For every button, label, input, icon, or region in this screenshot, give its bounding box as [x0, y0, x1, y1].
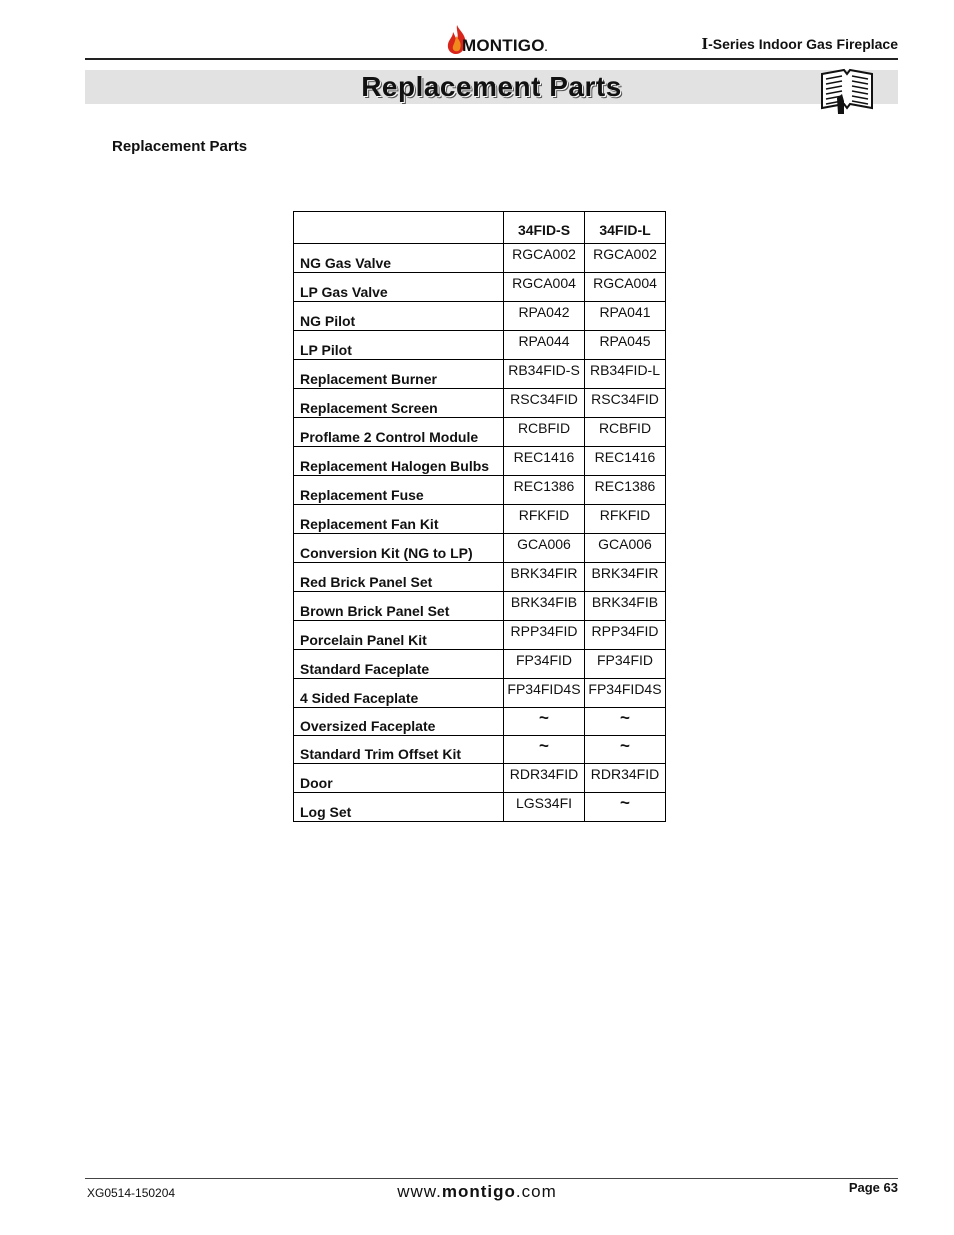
part-name: Replacement Screen — [294, 389, 504, 418]
part-name: Door — [294, 764, 504, 793]
part-name: Red Brick Panel Set — [294, 563, 504, 592]
part-name: Conversion Kit (NG to LP) — [294, 534, 504, 563]
part-name: Replacement Halogen Bulbs — [294, 447, 504, 476]
page-header — [85, 20, 898, 60]
table-row — [294, 476, 666, 505]
series-text: -Series Indoor Gas Fireplace — [708, 36, 898, 52]
part-number-34fid-l: RGCA002 — [585, 244, 666, 273]
table-row — [294, 793, 666, 822]
table-row — [294, 679, 666, 708]
section-title: Replacement Parts — [112, 138, 248, 155]
page-number: Page 63 — [848, 1180, 898, 1195]
open-book-icon — [820, 68, 874, 116]
brand-name: MONTIGO. — [462, 36, 548, 55]
part-name: Replacement Burner — [294, 360, 504, 389]
table-row — [294, 708, 666, 736]
part-number-34fid-l: RGCA004 — [585, 273, 666, 302]
part-number-34fid-s: RCBFID — [504, 418, 585, 447]
part-number-34fid-s: RFKFID — [504, 505, 585, 534]
website-suffix: .com — [515, 1182, 557, 1201]
part-number-34fid-s: REC1416 — [504, 447, 585, 476]
part-number-34fid-l: BRK34FIB — [585, 592, 666, 621]
table-row — [294, 563, 666, 592]
part-number-34fid-l: RCBFID — [585, 418, 666, 447]
part-number-34fid-s: RPA044 — [504, 331, 585, 360]
part-name: NG Pilot — [294, 302, 504, 331]
table-row — [294, 389, 666, 418]
footer-divider — [85, 1178, 898, 1179]
part-number-34fid-s: RB34FID-S — [504, 360, 585, 389]
part-number-34fid-s: BRK34FIR — [504, 563, 585, 592]
part-number-34fid-l: REC1386 — [585, 476, 666, 505]
website-link[interactable] — [0, 1182, 954, 1202]
part-name: Oversized Faceplate — [294, 708, 504, 736]
document-code: XG0514-150204 — [87, 1186, 176, 1200]
part-number-34fid-l: RSC34FID — [585, 389, 666, 418]
table-header-row — [294, 212, 666, 244]
part-number-34fid-s: RGCA004 — [504, 273, 585, 302]
part-name: LP Gas Valve — [294, 273, 504, 302]
part-number-34fid-l: BRK34FIR — [585, 563, 666, 592]
part-number-34fid-l: FP34FID — [585, 650, 666, 679]
replacement-parts-table — [293, 211, 666, 822]
website-brand: montigo — [441, 1182, 516, 1201]
header-blank-cell — [294, 212, 504, 244]
part-number-34fid-s: FP34FID — [504, 650, 585, 679]
part-name: NG Gas Valve — [294, 244, 504, 273]
part-name: Brown Brick Panel Set — [294, 592, 504, 621]
part-number-34fid-l: RB34FID-L — [585, 360, 666, 389]
title-banner — [85, 70, 898, 104]
table-row — [294, 302, 666, 331]
website-prefix: www. — [397, 1182, 442, 1201]
part-number-34fid-s: FP34FID4S — [504, 679, 585, 708]
table-row — [294, 244, 666, 273]
table-row — [294, 592, 666, 621]
column-header-34fid-l: 34FID-L — [585, 212, 666, 244]
part-name: LP Pilot — [294, 331, 504, 360]
part-number-34fid-l: FP34FID4S — [585, 679, 666, 708]
part-name: Standard Faceplate — [294, 650, 504, 679]
table-row — [294, 331, 666, 360]
part-number-34fid-l: ~ — [585, 793, 666, 822]
part-name: Standard Trim Offset Kit — [294, 736, 504, 764]
table-row — [294, 764, 666, 793]
part-number-34fid-l: GCA006 — [585, 534, 666, 563]
part-number-34fid-s: BRK34FIB — [504, 592, 585, 621]
table-row — [294, 534, 666, 563]
part-number-34fid-s: ~ — [504, 736, 585, 764]
part-number-34fid-s: RGCA002 — [504, 244, 585, 273]
part-name: Proflame 2 Control Module — [294, 418, 504, 447]
part-number-34fid-s: RDR34FID — [504, 764, 585, 793]
series-title — [702, 34, 898, 54]
table-row — [294, 273, 666, 302]
table-row — [294, 736, 666, 764]
part-number-34fid-s: RPA042 — [504, 302, 585, 331]
part-number-34fid-l: RDR34FID — [585, 764, 666, 793]
table-row — [294, 650, 666, 679]
part-number-34fid-s: GCA006 — [504, 534, 585, 563]
part-number-34fid-s: RSC34FID — [504, 389, 585, 418]
part-name: Porcelain Panel Kit — [294, 621, 504, 650]
part-name: Replacement Fan Kit — [294, 505, 504, 534]
part-number-34fid-s: RPP34FID — [504, 621, 585, 650]
part-number-34fid-s: ~ — [504, 708, 585, 736]
table-row — [294, 360, 666, 389]
table-row — [294, 621, 666, 650]
series-mark: I — [701, 34, 709, 53]
part-number-34fid-l: REC1416 — [585, 447, 666, 476]
part-number-34fid-l: RPA045 — [585, 331, 666, 360]
part-number-34fid-s: REC1386 — [504, 476, 585, 505]
part-number-34fid-l: RPA041 — [585, 302, 666, 331]
part-name: Log Set — [294, 793, 504, 822]
part-number-34fid-s: LGS34FI — [504, 793, 585, 822]
part-number-34fid-l: RPP34FID — [585, 621, 666, 650]
table-row — [294, 418, 666, 447]
part-name: Replacement Fuse — [294, 476, 504, 505]
table-row — [294, 505, 666, 534]
part-number-34fid-l: RFKFID — [585, 505, 666, 534]
table-row — [294, 447, 666, 476]
part-name: 4 Sided Faceplate — [294, 679, 504, 708]
part-number-34fid-l: ~ — [585, 708, 666, 736]
part-number-34fid-l: ~ — [585, 736, 666, 764]
banner-title: Replacement Parts — [361, 71, 622, 102]
column-header-34fid-s: 34FID-S — [504, 212, 585, 244]
